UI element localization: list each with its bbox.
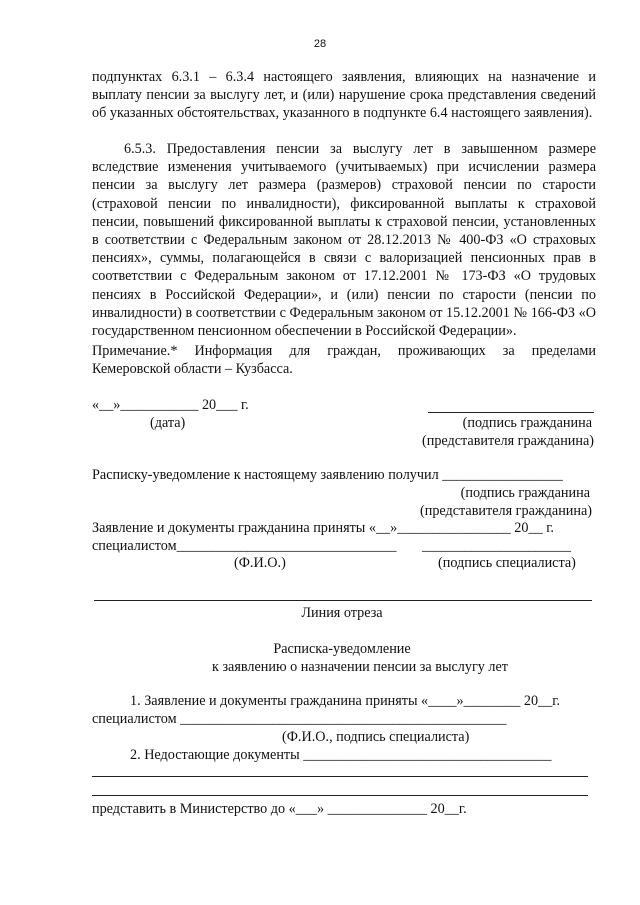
tear-off-title: Расписка-уведомление xyxy=(273,641,411,657)
specialist-line: специалистом_______________________________ xyxy=(92,538,397,554)
receipt-received-line: Расписку-уведомление к настоящему заявлению получил _________________ xyxy=(92,467,563,483)
signature-line xyxy=(428,412,594,413)
date-line: «__»___________ 20___ г. xyxy=(92,397,249,413)
cut-line-label: Линия отреза xyxy=(301,605,383,621)
specialist-signature-caption: (подпись специалиста) xyxy=(438,555,576,571)
signature-caption-2: (представителя гражданина) xyxy=(422,433,594,449)
page-number: 28 xyxy=(313,38,327,50)
tear-off-item-2: 2. Недостающие документы ___________________________________ xyxy=(130,747,552,763)
paragraph-continuation: подпунктах 6.3.1 – 6.3.4 настоящего заявления, влияющих на назначение и выплату пенсии за выслугу лет, и (или) нарушение срока представления сведений об указанных обстоятельствах, указанного в подпункте 6.4 настоящего заявления). xyxy=(92,69,596,122)
specialist-signature-line: _____________________ xyxy=(422,538,571,554)
documents-accepted-line: Заявление и документы гражданина приняты «__»________________ 20__ г. xyxy=(92,520,554,536)
tear-off-submit-line: представить в Министерство до «___» ______________ 20__г. xyxy=(92,801,467,817)
note-paragraph: Примечание.* Информация для граждан, проживающих за пределами Кемеровской области – Кузбасса. xyxy=(92,343,596,378)
cut-line xyxy=(94,600,592,601)
tear-off-fio-sign-caption: (Ф.И.О., подпись специалиста) xyxy=(282,729,470,745)
tear-off-item-1: 1. Заявление и документы гражданина приняты «____»________ 20__г. xyxy=(130,693,561,709)
tear-off-blank-line-2 xyxy=(92,795,588,796)
date-caption: (дата) xyxy=(150,415,186,431)
receipt-caption-2: (представителя гражданина) xyxy=(420,503,592,519)
receipt-caption-1: (подпись гражданина xyxy=(460,485,590,501)
fio-caption: (Ф.И.О.) xyxy=(234,555,286,571)
signature-caption-1: (подпись гражданина xyxy=(462,415,592,431)
tear-off-specialist-line: специалистом ______________________________________________ xyxy=(92,711,507,727)
tear-off-blank-line-1 xyxy=(92,776,588,777)
paragraph-6-5-3: 6.5.3. Предоставления пенсии за выслугу лет в завышенном размере вследствие изменения учитываемого (учитываемых) при исчислении размера пенсии за выслугу лет размера (размеров) страховой пенсии по старости (страховой пенсии по инвалидности), фиксированной выплаты к страховой пенсии, повышений фиксированной выплаты к страховой пенсии, установленных в соответствии с Федеральным законом от 28.12.2013 № 400-ФЗ «О страховых пенсиях», суммы, полагающейся в связи с валоризацией пенсионных прав в соответствии с Федеральным законом от 17.12.2001 № 173-ФЗ «О трудовых пенсиях в Российской Федерации», и (или) пенсии по старости (пенсии по инвалидности) в соответствии с Федеральным законом от 15.12.2001 № 166-ФЗ «О государственном пенсионном обеспечении в Российской Федерации». xyxy=(92,141,596,340)
tear-off-subtitle: к заявлению о назначении пенсии за выслугу лет xyxy=(212,659,508,675)
